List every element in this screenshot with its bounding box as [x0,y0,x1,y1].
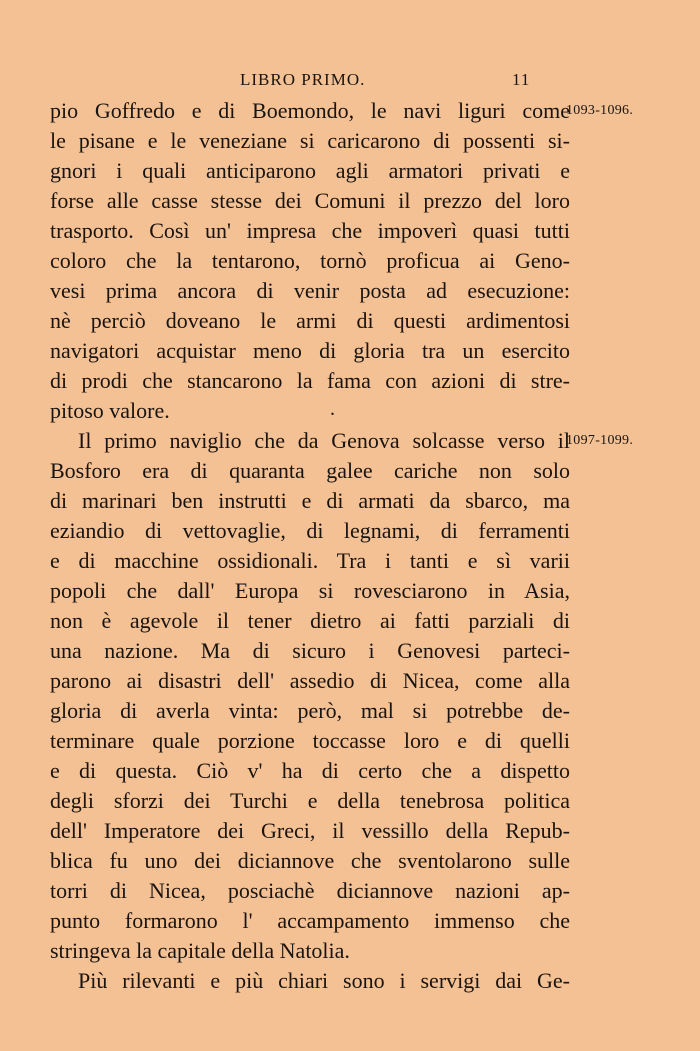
text-line: una nazione. Ma di sicuro i Genovesi parteci- [50,638,570,663]
text-line: gloria di averla vinta: però, mal si potrebbe de- [50,698,570,723]
text-line: trasporto. Così un' impresa che impoverì quasi tutti [50,218,570,243]
text-line: le pisane e le veneziane si caricarono di possenti si- [50,128,570,153]
text-line: popoli che dall' Europa si rovesciarono in Asia, [50,578,570,603]
text-line: Bosforo era di quaranta galee cariche non solo [50,458,570,483]
text-line: blica fu uno dei diciannove che sventolarono sulle [50,848,570,873]
running-title: LIBRO PRIMO. [240,70,366,89]
text-line: pio Goffredo e di Boemondo, le navi liguri come [50,98,570,123]
body-text [50,96,634,996]
stray-ink-dot: . [330,398,335,420]
text-line: eziandio di vettovaglie, di legnami, di ferramenti [50,518,570,543]
text-line: nè perciò doveano le armi di questi ardimentosi [50,308,570,333]
margin-date-note: 1093-1096. [566,103,634,118]
text-line: forse alle casse stesse dei Comuni il prezzo del loro [50,188,570,213]
text-line: di marinari ben instrutti e di armati da sbarco, ma [50,488,570,513]
page-number: 11 [512,70,531,89]
margin-date-note: 1097-1099. [566,433,634,448]
text-line: terminare quale porzione toccasse loro e di quelli [50,728,570,753]
text-line: non è agevole il tener dietro ai fatti parziali di [50,608,570,633]
text-line: e di questa. Ciò v' ha di certo che a dispetto [50,758,570,783]
text-line: Il primo naviglio che da Genova solcasse verso il [78,428,570,453]
text-line: stringeva la capitale della Natolia. [50,938,350,963]
text-line: torri di Nicea, posciachè diciannove nazioni ap- [50,878,570,903]
text-line: navigatori acquistar meno di gloria tra un esercito [50,338,570,363]
text-line: e di macchine ossidionali. Tra i tanti e sì varii [50,548,570,573]
text-line: degli sforzi dei Turchi e della tenebrosa politica [50,788,570,813]
text-line: Più rilevanti e più chiari sono i servigi dai Ge- [78,968,570,993]
text-line: gnori i quali anticiparono agli armatori privati e [50,158,570,183]
text-line: pitoso valore. [50,398,170,423]
text-line: di prodi che stancarono la fama con azioni di stre- [50,368,570,393]
text-line: dell' Imperatore dei Greci, il vessillo della Repub- [50,818,570,843]
text-line: punto formarono l' accampamento immenso che [50,908,570,933]
running-header [0,70,700,94]
text-line: coloro che la tentarono, tornò proficua ai Geno- [50,248,570,273]
text-line: parono ai disastri dell' assedio di Nicea, come alla [50,668,570,693]
text-line: vesi prima ancora di venir posta ad esecuzione: [50,278,570,303]
